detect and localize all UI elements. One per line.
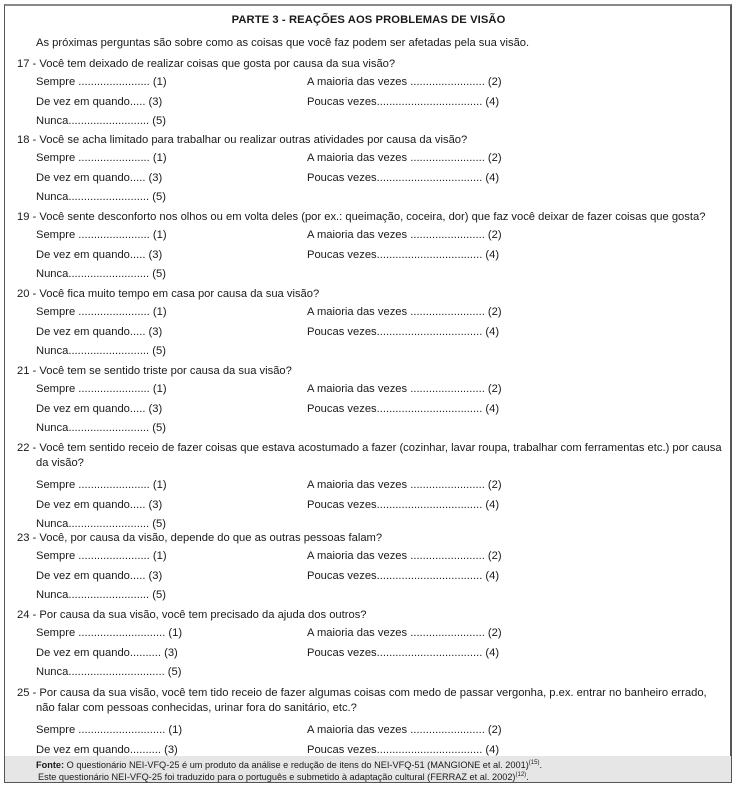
answer-option-5[interactable]: Nunca.......................... (5) [36,345,166,357]
question-21 [17,364,727,379]
question-19 [17,210,727,225]
answer-option-4[interactable]: Poucas vezes.................................. (4) [307,647,500,659]
answer-option-5[interactable]: Nunca.......................... (5) [36,115,166,127]
question-text: 22 - Você tem sentido receio de fazer coisas que estava acostumado a fazer (cozinhar, lavar roupa, trabalhar com ferramentas etc.) por causa da visão? [17,442,722,469]
section-intro: As próximas perguntas são sobre como as coisas que você faz podem ser afetadas pela sua visão. [36,37,530,49]
answer-option-1[interactable]: Sempre ....................... (1) [36,152,167,164]
answer-option-5[interactable]: Nunca.......................... (5) [36,518,166,530]
answer-option-1[interactable]: Sempre ............................ (1) [36,724,183,736]
answer-option-3[interactable]: De vez em quando..... (3) [36,96,163,108]
answer-option-4[interactable]: Poucas vezes.................................. (4) [307,744,500,756]
answer-option-3[interactable]: De vez em quando..... (3) [36,249,163,261]
footer-line-2 [38,769,529,783]
answer-option-1[interactable]: Sempre ....................... (1) [36,550,167,562]
question-24 [17,608,727,623]
answer-option-2[interactable]: A maioria das vezes ........................ (2) [307,229,502,241]
question-17 [17,57,727,72]
answer-option-2[interactable]: A maioria das vezes ........................ (2) [307,306,502,318]
answer-option-4[interactable]: Poucas vezes.................................. (4) [307,570,500,582]
footer-period: . [539,760,543,770]
answer-option-3[interactable]: De vez em quando..... (3) [36,499,163,511]
answer-option-2[interactable]: A maioria das vezes ........................ (2) [307,152,502,164]
answer-option-3[interactable]: De vez em quando..... (3) [36,403,163,415]
answer-option-2[interactable]: A maioria das vezes ........................ (2) [307,479,502,491]
footer-line-2-text: Este questionário NEI-VFQ-25 foi traduzido para o português e submetido à adaptação cultural (FERRAZ et al. 2002) [38,772,516,782]
answer-option-5[interactable]: Nunca.......................... (5) [36,422,166,434]
answer-option-2[interactable]: A maioria das vezes ........................ (2) [307,383,502,395]
answer-option-4[interactable]: Poucas vezes.................................. (4) [307,172,500,184]
answer-option-5[interactable]: Nunca.......................... (5) [36,268,166,280]
answer-option-3[interactable]: De vez em quando..... (3) [36,172,163,184]
footer-label: Fonte: [36,760,65,770]
answer-option-1[interactable]: Sempre ....................... (1) [36,383,167,395]
answer-option-4[interactable]: Poucas vezes.................................. (4) [307,403,500,415]
answer-option-3[interactable]: De vez em quando..... (3) [36,570,163,582]
question-text: 18 - Você se acha limitado para trabalhar ou realizar outras atividades por causa da visão? [17,134,468,146]
answer-option-1[interactable]: Sempre ....................... (1) [36,229,167,241]
question-text: 20 - Você fica muito tempo em casa por causa da sua visão? [17,288,320,300]
answer-option-5[interactable]: Nunca.......................... (5) [36,589,166,601]
footer-ref-12: (12) [515,772,527,778]
question-text: 21 - Você tem se sentido triste por causa da sua visão? [17,365,292,377]
question-text: 17 - Você tem deixado de realizar coisas que gosta por causa da sua visão? [17,58,396,70]
question-text: 24 - Por causa da sua visão, você tem precisado da ajuda dos outros? [17,609,367,621]
question-text: 25 - Por causa da sua visão, você tem tido receio de fazer algumas coisas com medo de passar vergonha, p.ex. entrar no banheiro errado, não falar com pessoas conhecidas, urinar fora do sanitário, etc.? [17,687,707,714]
footer-ref-15: (15) [528,760,540,766]
answer-option-3[interactable]: De vez em quando.......... (3) [36,647,178,659]
answer-option-2[interactable]: A maioria das vezes ........................ (2) [307,76,502,88]
answer-option-1[interactable]: Sempre ............................ (1) [36,627,183,639]
question-text: 19 - Você sente desconforto nos olhos ou em volta deles (por ex.: queimação, coceira, dor) que faz você deixar de fazer coisas que gosta? [17,211,706,223]
answer-option-2[interactable]: A maioria das vezes ........................ (2) [307,550,502,562]
answer-option-1[interactable]: Sempre ....................... (1) [36,306,167,318]
section-title: PARTE 3 - REAÇÕES AOS PROBLEMAS DE VISÃO [231,14,506,26]
question-22 [17,441,727,471]
answer-option-4[interactable]: Poucas vezes.................................. (4) [307,249,500,261]
question-text: 23 - Você, por causa da visão, depende do que as outras pessoas falam? [17,532,383,544]
footer-line-1-text: O questionário NEI-VFQ-25 é um produto da análise e redução de itens do NEI-VFQ-51 (MANGIONE et al. 2001) [64,760,529,770]
answer-option-2[interactable]: A maioria das vezes ........................ (2) [307,724,502,736]
answer-option-4[interactable]: Poucas vezes.................................. (4) [307,326,500,338]
answer-option-4[interactable]: Poucas vezes.................................. (4) [307,499,500,511]
question-18 [17,133,727,148]
answer-option-3[interactable]: De vez em quando..... (3) [36,326,163,338]
footer-period: . [526,772,529,782]
answer-option-1[interactable]: Sempre ....................... (1) [36,479,167,491]
answer-option-3[interactable]: De vez em quando.......... (3) [36,744,178,756]
answer-option-5[interactable]: Nunca.......................... (5) [36,191,166,203]
question-25 [17,686,727,716]
answer-option-4[interactable]: Poucas vezes.................................. (4) [307,96,500,108]
answer-option-2[interactable]: A maioria das vezes ........................ (2) [307,627,502,639]
question-23 [17,531,727,546]
question-20 [17,287,727,302]
answer-option-1[interactable]: Sempre ....................... (1) [36,76,167,88]
answer-option-5[interactable]: Nunca............................... (5) [36,666,182,678]
source-footer [5,756,731,782]
